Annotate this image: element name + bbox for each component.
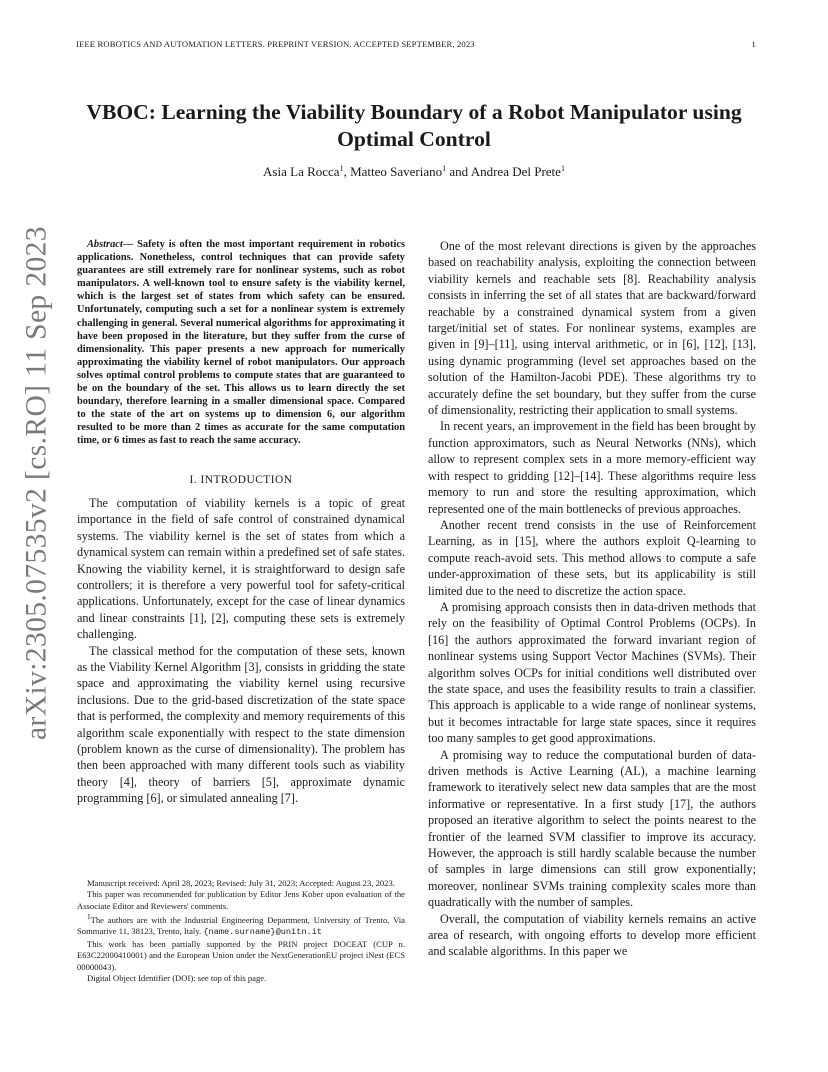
arxiv-identifier: arXiv:2305.07535v2 [cs.RO] 11 Sep 2023	[20, 225, 53, 740]
arxiv-stamp	[12, 225, 62, 740]
right-paragraph-5: A promising way to reduce the computational burden of data-driven methods is Active Learning (AL), a machine learning framework to iteratively select new data samples that are the most informative or representative. In a first study [17], the authors proposed an iterative algorithm to select the points nearest to the frontier of the learned SVM classifier to improve its accuracy. However, the approach is still hardly scalable because the number of samples in large dimensions can still grow exponentially; moreover, nonlinear SVMs training complexity scales more than quadratically with the number of samples.	[428, 747, 756, 910]
right-paragraph-6: Overall, the computation of viability kernels remains an active area of research, with ongoing efforts to develop more efficient and scalable algorithms. In this paper we	[428, 911, 756, 959]
section-heading-introduction: I. INTRODUCTION	[189, 473, 293, 486]
footnote-affiliation: $^1$The authors are with the Industrial Engineering Department, University of Trento, Via Sommarive 11, 38123, Trento, Italy. {name.surname}@unitn.it	[77, 913, 405, 938]
author-1: Matteo Saveriano$^1$ and	[350, 164, 471, 179]
footnotes	[77, 878, 405, 985]
abstract-text: Safety is often the most important requirement in robotics applications. Nonetheless, control techniques that can provide safety guarantees are still extremely rare for nonlinear systems, such as robot manipulators. A well-known tool to ensure safety is the viability kernel, which is the largest set of states from which safety can be ensured. Unfortunately, computing such a set for a nonlinear system is extremely challenging in general. Several numerical algorithms for approximating it have been proposed in the literature, but they suffer from the curse of dimensionality. This paper presents a new approach for numerically approximating the viability kernel of robot manipulators. Our approach solves optimal control problems to compute states that are guaranteed to be on the boundary of the set. This allows us to learn directly the set boundary, therefore learning in a smaller dimensional space. Compared to the state of the art on systems up to dimension 6, our algorithm resulted to be more than 2 times as accurate for the same computation time, or 6 times as fast to reach the same accuracy.	[77, 239, 405, 447]
right-paragraph-3: Another recent trend consists in the use of Reinforcement Learning, as in [15], where the authors exploit Q-learning to compute reach-avoid sets. This method allows to compute a safe under-approximation of these sets, but its applicability is still limited due to the need to discretize the action space.	[428, 517, 756, 598]
right-paragraph-1: One of the most relevant directions is given by the approaches based on reachability analysis, exploiting the connection between viability kernels and reachable sets [8]. Reachability analysis consists in inferring the set of all states that are backward/forward reachable by a constrained dynamical system from a given target/initial set of states. For nonlinear systems, examples are given in [9]–[11], using interval arithmetic, or in [6], [12], [13], using dynamic programming (level set approaches based on the solution of the Hamilton-Jacobi PDE). These algorithms try to accurately define the set boundary, but they suffer from the curse of dimensionality, restricting their application to small systems.	[428, 239, 756, 418]
author-2: Andrea Del Prete$^1$	[470, 164, 565, 179]
page-number: 1	[751, 39, 756, 49]
email-address: {name.surname}@unitn.it	[203, 927, 322, 938]
journal-header: IEEE ROBOTICS AND AUTOMATION LETTERS. PREPRINT VERSION. ACCEPTED SEPTEMBER, 2023	[76, 39, 475, 49]
left-paragraph-2: The classical method for the computation of these sets, known as the Viability Kernel Algorithm [3], consists in gridding the state space and approximating the viability kernel using recursive inclusions. Due to the grid-based discretization of the state space that is performed, the complexity and memory requirements of this algorithm scale exponentially with respect to the state dimension (problem known as the curse of dimensionality). The problem has then been approached with many different tools such as viability theory [4], theory of barriers [5], approximate dynamic programming [6], or simulated annealing [7].	[77, 643, 405, 806]
right-paragraph-2: In recent years, an improvement in the field has been brought by function approximators, such as Neural Networks (NNs), which allow to represent complex sets in a more memory-efficient way with respect to gridding [12]–[14]. These algorithms require less memory to run and store the resulting approximation, which represented one of the main bottlenecks of previous approaches.	[428, 419, 756, 516]
left-paragraph-1: The computation of viability kernels is a topic of great importance in the field of safe control of constrained dynamical systems. The viability kernel is the set of states from which a dynamical system can remain within a predefined set of safe states. Knowing the viability kernel, it is straightforward to design safe controllers; it is therefore a very powerful tool for safety-critical applications. Unfortunately, except for the case of linear dynamics and linear constraints [1], [2], computing these sets is extremely challenging.	[77, 495, 405, 642]
running-header	[76, 39, 756, 51]
abstract-label: Abstract	[87, 239, 123, 250]
author-list	[60, 164, 768, 180]
footnote-recommended: This paper was recommended for publication by Editor Jens Kober upon evaluation of the Associate Editor and Reviewers' comments.	[77, 889, 405, 911]
right-paragraph-4: A promising approach consists then in data-driven methods that rely on the feasibility of Optimal Control Problems (OCPs). In [16] the authors approximated the forward invariant region of nonlinear systems using Support Vector Machines (SVMs). Their algorithm solves OCPs for initial conditions well distributed over the state space, and uses the feasibility results to train a classifier. This approach is applicable to a wide range of nonlinear systems, but it becomes intractable for large state spaces, since it requires too many samples to get good approximations.	[428, 599, 756, 746]
abstract: Abstract— Safety is often the most important requirement in robotics applications. Nonetheless, control techniques that can provide safety guarantees are still extremely rare for nonlinear systems, such as robot manipulators. A well-known tool to ensure safety is the viability kernel, which is the largest set of states from which safety can be ensured. Unfortunately, computing such a set for a nonlinear system is extremely challenging in general. Several numerical algorithms for approximating it have been proposed in the literature, but they suffer from the curse of dimensionality. This paper presents a new approach for numerically approximating the viability kernel of robot manipulators. Our approach solves optimal control problems to compute states that are guaranteed to be on the boundary of the set. This allows us to learn directly the set boundary, therefore learning in a smaller dimensional space. Compared to the state of the art on systems up to dimension 6, our algorithm resulted to be more than 2 times as accurate for the same computation time, or 6 times as fast to reach the same accuracy.	[77, 239, 405, 447]
paper-title: VBOC: Learning the Viability Boundary of a Robot Manipulator using Optimal Control	[86, 100, 742, 151]
left-column	[77, 238, 405, 807]
author-0: Asia La Rocca$^1$,	[263, 164, 351, 179]
footnote-doi: Digital Object Identifier (DOI): see top of this page.	[87, 973, 267, 984]
right-column	[428, 238, 756, 960]
footnote-funding: This work has been partially supported by the PRIN project DOCEAT (CUP n. E63C22000410001) and the European Union under the NextGenerationEU project iNest (ECS 00000043).	[77, 938, 405, 972]
footnote-received: Manuscript received: April 28, 2023; Revised: July 31, 2023; Accepted: August 23, 2023.	[87, 878, 395, 888]
